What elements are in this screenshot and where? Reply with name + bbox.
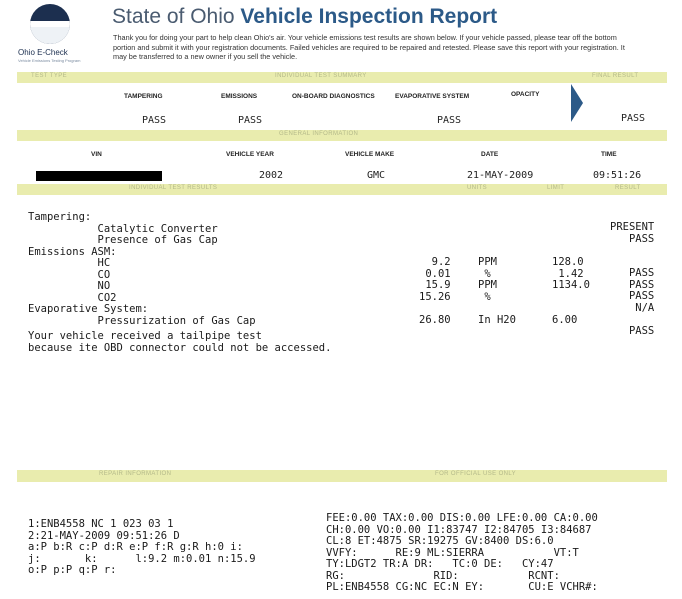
logo-subtext: Vehicle Emissions Testing Program: [18, 58, 81, 63]
obd-note: Your vehicle received a tailpipe test because ite OBD connector could not be accessed.: [28, 330, 332, 354]
band-final-result: FINAL RESULT: [592, 73, 639, 79]
test-time: 09:51:26: [593, 170, 642, 181]
header-opacity: OPACITY: [511, 91, 540, 98]
globe-icon: [30, 4, 70, 44]
band-result: RESULT: [615, 185, 641, 191]
band-limit: LIMIT: [547, 185, 565, 191]
results-test-names: Tampering: Catalytic Converter Presence of Gas Cap Emissions ASM: HC CO NO CO2 Evaporative System: Pressurization of Gas Cap: [28, 211, 256, 327]
intro-text: Thank you for doing your part to help clean Ohio's air. Your vehicle emissions test results are shown below. If your vehicle passed, please tear off the bottom portion and submit it with your registration documents. Failed vehicles are required to be repaired and retested. Please save this report with your registration. It may be transferred to a new owner if you sell the vehicle.: [113, 33, 625, 61]
header-evaporative: EVAPORATIVE SYSTEM: [395, 93, 470, 100]
header-vehicle-year: VEHICLE YEAR: [226, 151, 274, 158]
header-time: TIME: [601, 151, 617, 158]
band-individual-summary: INDIVIDUAL TEST SUMMARY: [275, 73, 367, 79]
band-units: UNITS: [467, 185, 487, 191]
header-emissions: EMISSIONS: [221, 93, 258, 100]
tampering-result: PASS: [142, 115, 167, 126]
results-units: PPM % PPM % In H20: [478, 256, 516, 326]
summary-band: [17, 72, 667, 83]
band-official-use: FOR OFFICIAL USE ONLY: [435, 471, 517, 477]
test-date: 21-MAY-2009: [467, 170, 534, 181]
general-band: [17, 130, 667, 141]
results-values: 9.2 0.01 15.9 15.26 26.80: [419, 256, 451, 326]
header-tampering: TAMPERING: [124, 93, 163, 100]
bottom-right-codes: FEE:0.00 TAX:0.00 DIS:0.00 LFE:0.00 CA:0.00 CH:0.00 VO:0.00 I1:83747 I2:84705 I3:84687 CL:8 ET:4875 SR:19275 GV:8400 DS:6.0 VVFY: RE:9 ML:SIERRA VT:T TY:LDGT2 TR:A DR: TC:0 DE: CY:47 RG: RID: RCNT: PL:ENB4558 CG:NC EC:N EY: CU:E VCHR#:: [326, 513, 598, 593]
page-title: [112, 5, 497, 29]
results-status: PRESENT PASS PASS PASS PASS N/A PASS: [610, 221, 655, 337]
band-general-info: GENERAL INFORMATION: [279, 131, 359, 137]
repair-band: [17, 470, 667, 482]
final-result: PASS: [621, 113, 646, 124]
band-repair-info: REPAIR INFORMATION: [99, 471, 172, 477]
results-band: [17, 184, 667, 195]
header-obd: ON-BOARD DIAGNOSTICS: [292, 93, 375, 100]
evaporative-result: PASS: [437, 115, 462, 126]
title-bold: Vehicle Inspection Report: [240, 5, 498, 28]
vin-redacted: [36, 171, 162, 181]
vehicle-year: 2002: [259, 170, 284, 181]
header-vehicle-make: VEHICLE MAKE: [345, 151, 395, 158]
emissions-result: PASS: [238, 115, 263, 126]
results-limits: 128.0 1.42 1134.0 6.00: [552, 256, 590, 326]
band-test-type: TEST TYPE: [31, 73, 68, 79]
ohio-echeck-logo: [18, 4, 88, 68]
result-arrow-icon: [571, 84, 583, 122]
header-date: DATE: [481, 151, 499, 158]
bottom-left-codes: 1:ENB4558 NC 1 023 03 1 2:21-MAY-2009 09:51:26 D a:P b:R c:P d:R e:P f:R g:R h:0 i: j: k: l:9.2 m:0.01 n:15.9 o:P p:P q:P r:: [28, 518, 256, 576]
band-individual-results: INDIVIDUAL TEST RESULTS: [129, 185, 218, 191]
header-vin: VIN: [91, 151, 102, 158]
title-plain: State of Ohio: [112, 5, 241, 28]
vehicle-make: GMC: [367, 170, 386, 181]
logo-text: Ohio E-Check: [18, 48, 68, 57]
